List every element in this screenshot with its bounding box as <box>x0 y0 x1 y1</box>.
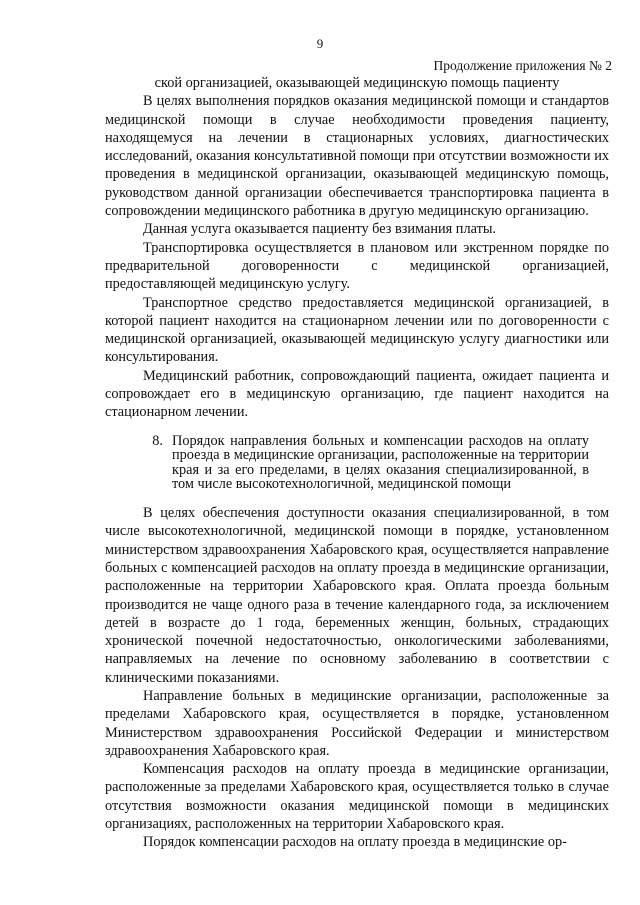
paragraph: Порядок компенсации расходов на оплату проезда в медицинские ор- <box>143 834 567 851</box>
document-body <box>105 74 609 852</box>
paragraph: В целях выполнения порядков оказания медицинской помощи и стандартов медицинской помощи в случае необходимости проведения пациенту, находящемуся на лечении в стационарных условиях, диагностических исследований, оказания консультативной помощи при отсутствии возможности их проведения в медицинской организации, оказывающей медицинскую помощь, руководством данной организации обеспечивается транспортировка пациента в сопровождении медицинского работника в другую медицинскую организацию. <box>105 93 609 220</box>
paragraph: Транспортировка осуществляется в плановом или экстренном порядке по предварительной договоренности с медицинской организацией, предоставляющей медицинскую услугу. <box>105 239 609 293</box>
section-heading <box>105 434 609 492</box>
continuation-line: ской организацией, оказывающей медицинскую помощь пациенту <box>154 75 560 91</box>
paragraph: Данная услуга оказывается пациенту без взимания платы. <box>143 221 496 238</box>
paragraph: Направление больных в медицинские организации, расположенные за пределами Хабаровского края, осуществляется в порядке, установленном Министерством здравоохранения Российской Федерации и министерством здравоохранения Хабаровского края. <box>105 687 609 759</box>
paragraph: В целях обеспечения доступности оказания специализированной, в том числе высокотехнологичной, медицинской помощи в порядке, установленном министерством здравоохранения Хабаровского края, осуществляется направление больных с компенсацией расходов на оплату проезда в медицинские организации, расположенные на территории Хабаровского края. Оплата проезда больным производится не чаще одного раза в течение календарного года, за исключением детей в возрасте до 1 года, беременных женщин, больных, страдающих хронической почечной недостаточностью, онкологическими заболеваниями, направляемых на лечение по основному заболеванию в соответствии с клиническими показаниями. <box>105 505 609 686</box>
appendix-continuation-note: Продолжение приложения № 2 <box>433 58 612 73</box>
paragraph: Медицинский работник, сопровождающий пациента, ожидает пациента и сопровождает его в медицинскую организацию, где пациент находится на стационарном лечении. <box>105 367 609 421</box>
page-number: 9 <box>316 36 324 51</box>
paragraph: Компенсация расходов на оплату проезда в медицинские организации, расположенные за пределами Хабаровского края, осуществляется только в случае отсутствия возможности оказания медицинской помощи в медицинских организациях, расположенных на территории Хабаровского края. <box>105 761 609 833</box>
section-number: 8. <box>152 432 163 449</box>
paragraph: Транспортное средство предоставляется медицинской организацией, в которой пациент находится на стационарном лечении или по договоренности с медицинской организацией, оказывающей медицинскую услугу диагностики или консультирования. <box>105 294 609 366</box>
section-title: Порядок направления больных и компенсации расходов на оплату проезда в медицинские организации, расположенные на территории края и за его пределами, в целях оказания специализированной, в том числе высокотехнологичной, медицинской помощи <box>172 432 589 493</box>
spacer <box>105 422 609 434</box>
